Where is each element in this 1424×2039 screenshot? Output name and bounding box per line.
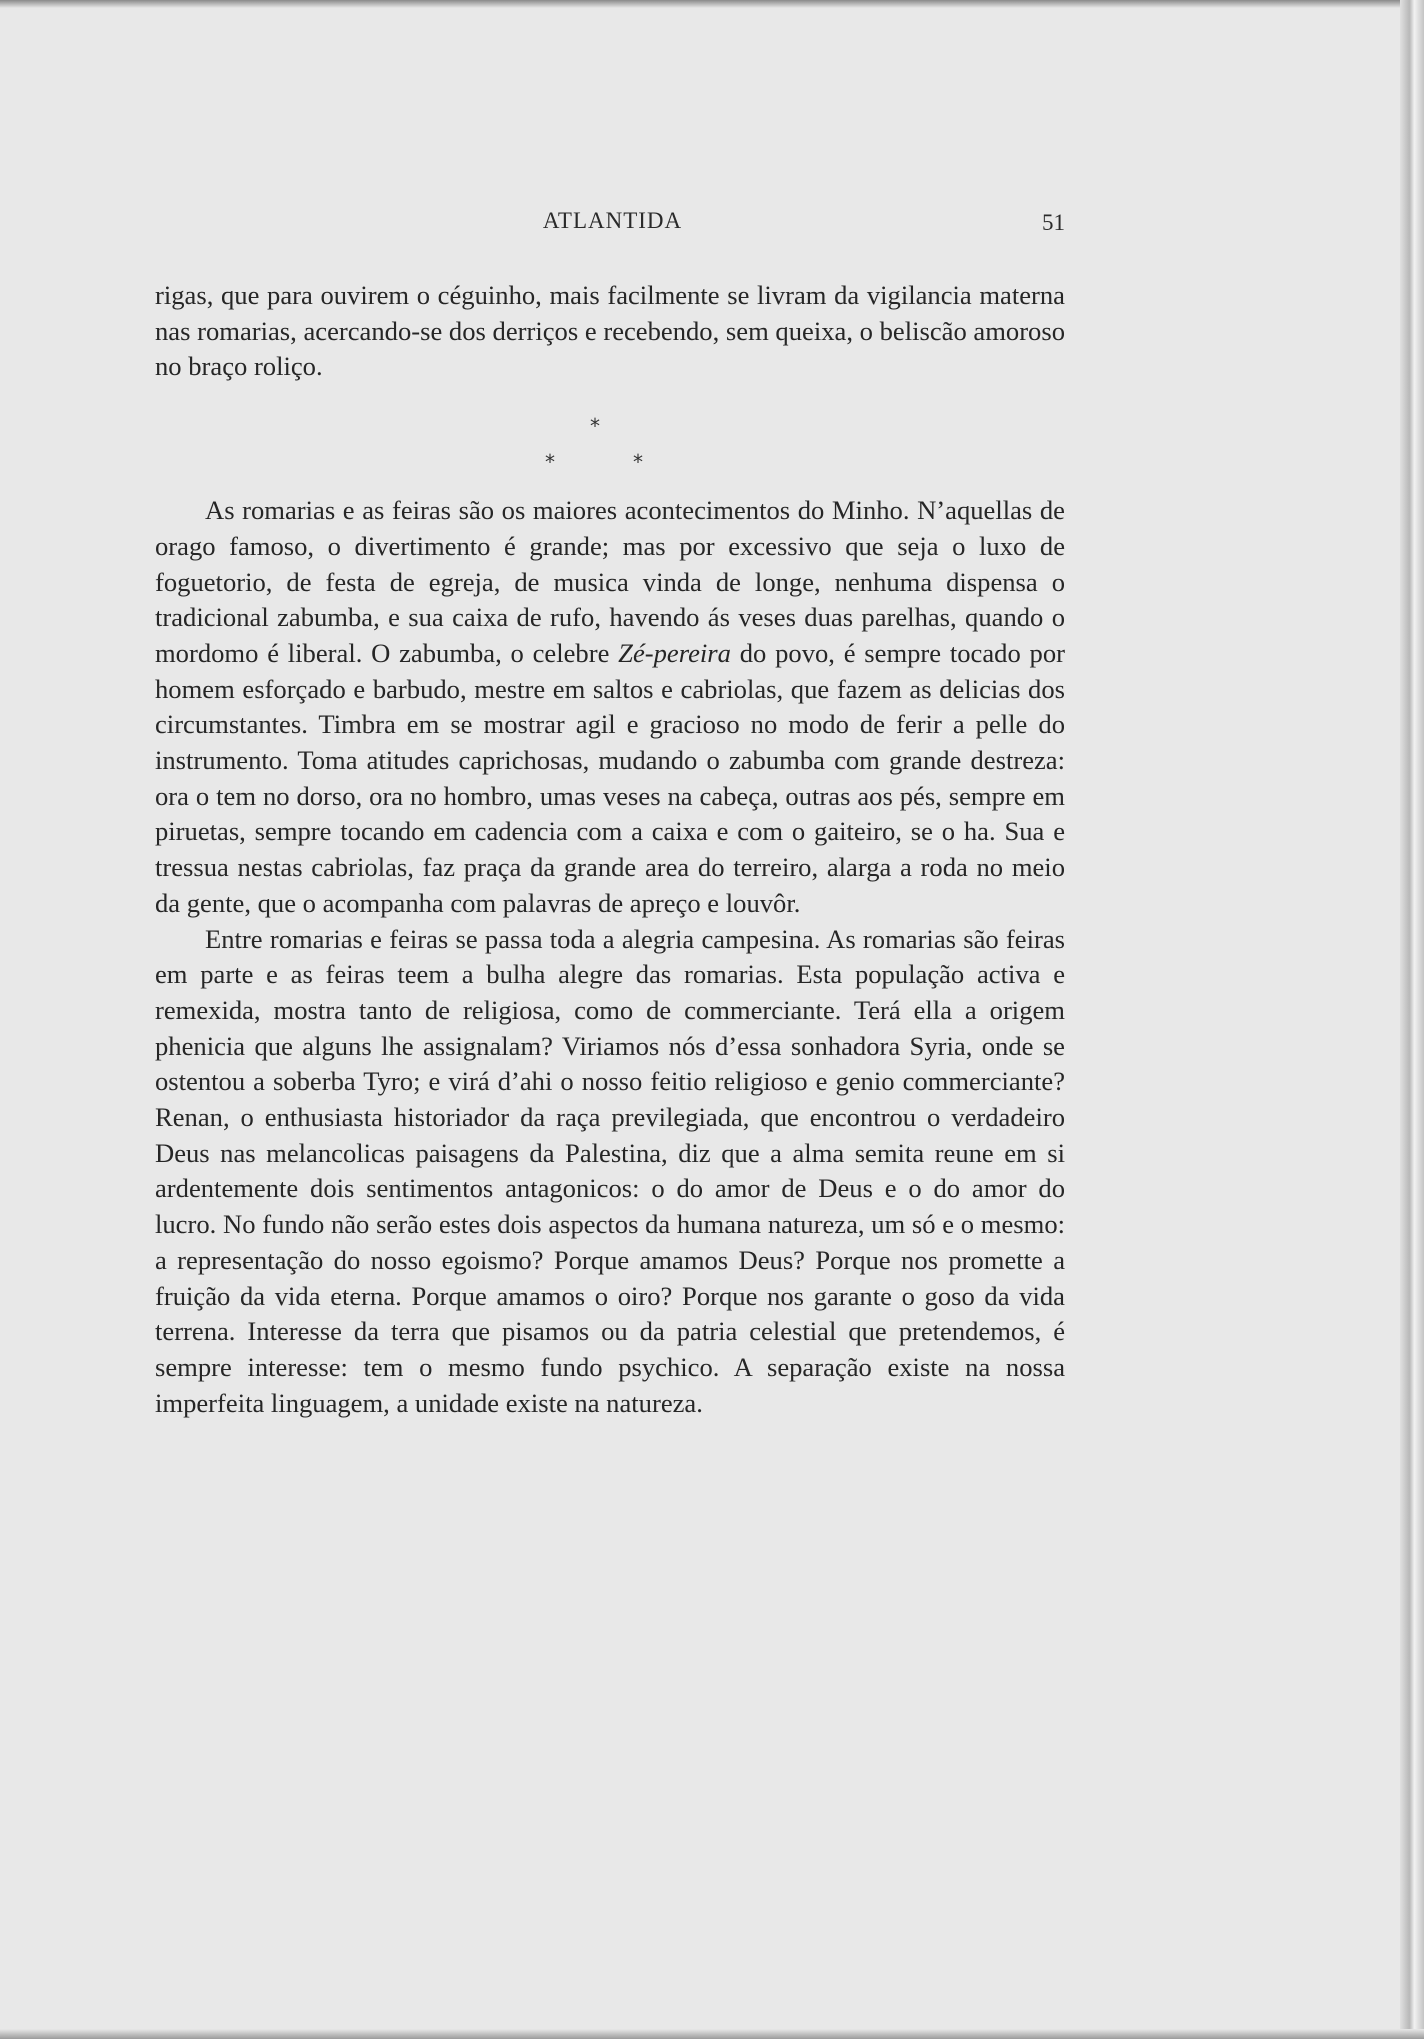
ze-pereira-term: Zé-pereira	[618, 637, 731, 668]
paragraph-3: Entre romarias e feiras se passa toda a alegria campesina. As romarias são feiras em parte e as feiras teem a bulha alegre das romarias. Esta população activa e remexida, mostra tanto de religiosa, como de commerciante. Terá ella a origem phenicia que alguns lhe assignalam? Viriamos nós d’essa sonhadora Syria, onde se ostentou a soberba Tyro; e virá d’ahi o nosso feitio religioso e genio commerciante? Renan, o enthusiasta historiador da raça previlegiada, que encontrou o verdadeiro Deus nas melancolicas paisagens da Palestina, diz que a alma semita reune em si ardentemente dois sentimentos antagonicos: o do amor de Deus e o do amor do lucro. No fundo não serão estes dois aspectos da humana natureza, um só e o mesmo: a representação do nosso egoismo? Porque amamos Deus? Porque nos promette a fruição da vida eterna. Porque amamos o oiro? Porque nos garante o goso da vida terrena. Interesse da terra que pisamos ou da patria celestial que pretendemos, é sempre interesse: tem o mesmo fundo psychico. A separação existe na nossa imperfeita linguagem, a unidade existe na natureza.	[155, 923, 1065, 1418]
page-binding-edge	[1400, 0, 1424, 2039]
page-header	[160, 208, 1065, 242]
running-title: ATLANTIDA	[542, 208, 683, 233]
section-separator	[155, 385, 1065, 493]
asterisk-top: *	[590, 414, 600, 439]
page-bottom-shadow	[0, 2029, 1424, 2039]
paragraph-1: rigas, que para ouvirem o céguinho, mais facilmente se livram da vigilancia materna nas romarias, acercando-se dos derriços e recebendo, sem queixa, o beliscão amoroso no braço roliço.	[155, 280, 1065, 382]
paragraph-2	[155, 493, 1065, 921]
page-top-shadow	[0, 0, 1424, 8]
paragraph-2-part-2: do povo, é sempre tocado por homem esforçado e barbudo, mestre em saltos e cabriolas, que fazem as delicias dos circumstantes. Timbra em se mostrar agil e gracioso no modo de ferir a pelle do instrumento. Toma atitudes caprichosas, mudando o zabumba com grande destreza: ora o tem no dorso, ora no hombro, umas veses na cabeça, outras aos pés, sempre em piruetas, sempre tocando em cadencia com a caixa e com o gaiteiro, se o ha. Sua e tressua nestas cabriolas, faz praça da grande area do terreiro, alarga a roda no meio da gente, que o acompanha com palavras de apreço e louvôr.	[155, 637, 1065, 918]
paragraph-2-part-1: As romarias e as feiras são os maiores acontecimentos do Minho. N’aquellas de orago famoso, o divertimento é grande; mas por excessivo que seja o luxo de foguetorio, de festa de egreja, de musica vinda de longe, nenhuma dispensa o tradicional zabumba, e sua caixa de rufo, havendo ás veses duas parelhas, quando o mordomo é liberal. O zabumba, o celebre	[155, 495, 1065, 668]
page-number: 51	[1042, 210, 1065, 235]
body-text	[155, 278, 1065, 1421]
asterisk-left: *	[545, 450, 555, 475]
asterisk-right: *	[633, 450, 643, 475]
